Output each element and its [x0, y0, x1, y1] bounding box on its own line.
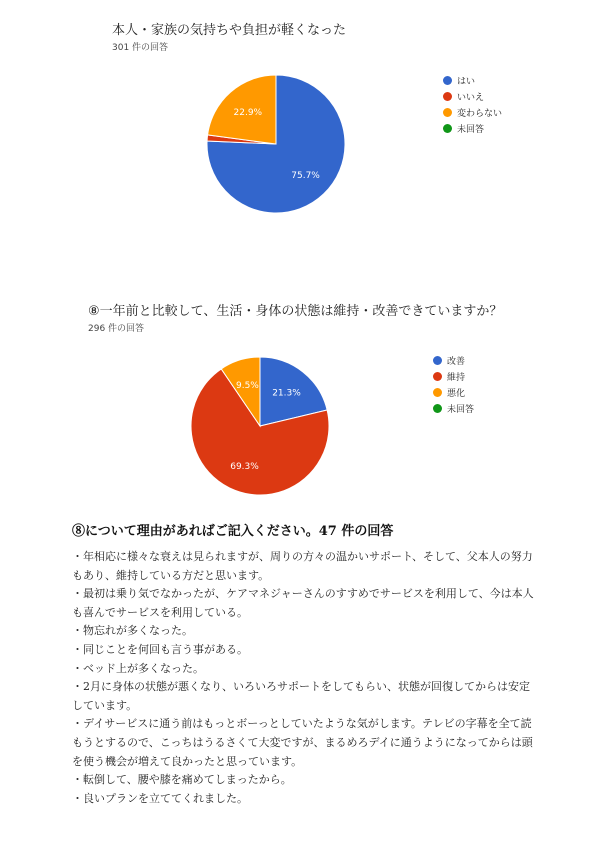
comment-item: ・ベッド上が多くなった。	[72, 661, 204, 675]
legend-item	[443, 88, 502, 104]
comment-item: ・良いプランを立ててくれました。	[72, 791, 248, 805]
chart2-response-count: 296 件の回答	[88, 324, 145, 334]
comment-item: ・物忘れが多くなった。	[72, 624, 193, 638]
legend-dot-icon	[433, 356, 442, 365]
free-text-heading: ⑧について理由があればご記入ください。47 件の回答	[72, 524, 394, 539]
chart1-legend	[443, 72, 502, 136]
chart1-title: 本人・家族の気持ちや負担が軽くなった	[112, 23, 347, 38]
comment-item: ・2月に身体の状態が悪くなり、いろいろサポートをしてもらい、状態が回復してからは安定しています。	[72, 680, 530, 712]
legend-dot-icon	[433, 388, 442, 397]
legend-item	[433, 384, 474, 400]
pie-data-label: 69.3%	[230, 461, 259, 472]
legend-label: いいえ	[457, 92, 485, 103]
legend-label: 変わらない	[457, 108, 503, 119]
chart2-pie	[190, 356, 330, 496]
legend-label: 未回答	[447, 404, 475, 415]
chart1-pie	[206, 74, 346, 214]
legend-item	[433, 352, 474, 368]
legend-item	[443, 120, 502, 136]
chart2-legend	[433, 352, 474, 416]
legend-item	[443, 104, 502, 120]
pie-data-label: 75.7%	[291, 170, 320, 181]
legend-dot-icon	[443, 76, 452, 85]
legend-item	[433, 400, 474, 416]
pie-data-label: 22.9%	[233, 107, 263, 118]
legend-item	[433, 368, 474, 384]
comment-item: ・年相応に様々な衰えは見られますが、周りの方々の温かいサポート、そして、父本人の努力もあり、維持している方だと思います。	[72, 550, 533, 582]
legend-dot-icon	[443, 92, 452, 101]
comment-item: ・同じことを何回も言う事がある。	[72, 642, 248, 656]
legend-label: 未回答	[457, 124, 485, 135]
legend-dot-icon	[443, 108, 452, 117]
comment-list	[72, 548, 534, 808]
pie-data-label: 21.3%	[272, 388, 301, 399]
chart1-response-count: 301 件の回答	[112, 43, 169, 53]
pie-data-label: 9.5%	[235, 381, 259, 392]
comment-item: ・転倒して、腰や膝を痛めてしまったから。	[72, 773, 292, 787]
comment-item: ・最初は乗り気でなかったが、ケアマネジャーさんのすすめでサービスを利用して、今は本人も喜んでサービスを利用している。	[72, 587, 534, 619]
legend-dot-icon	[443, 124, 452, 133]
legend-dot-icon	[433, 372, 442, 381]
legend-item	[443, 72, 502, 88]
comment-item: ・デイサービスに通う前はもっとボーっとしていたような気がします。テレビの字幕を全て読もうとするので、こっちはうるさくて大変ですが、まるめろデイに通うようになってからは頭を使う機会が増えて良かったと思っています。	[72, 717, 533, 768]
legend-label: はい	[457, 76, 476, 87]
legend-label: 維持	[447, 372, 466, 383]
chart2-title: ⑧一年前と比較して、生活・身体の状態は維持・改善できていますか？	[88, 304, 503, 319]
legend-label: 悪化	[447, 388, 466, 399]
legend-label: 改善	[447, 356, 466, 367]
legend-dot-icon	[433, 404, 442, 413]
